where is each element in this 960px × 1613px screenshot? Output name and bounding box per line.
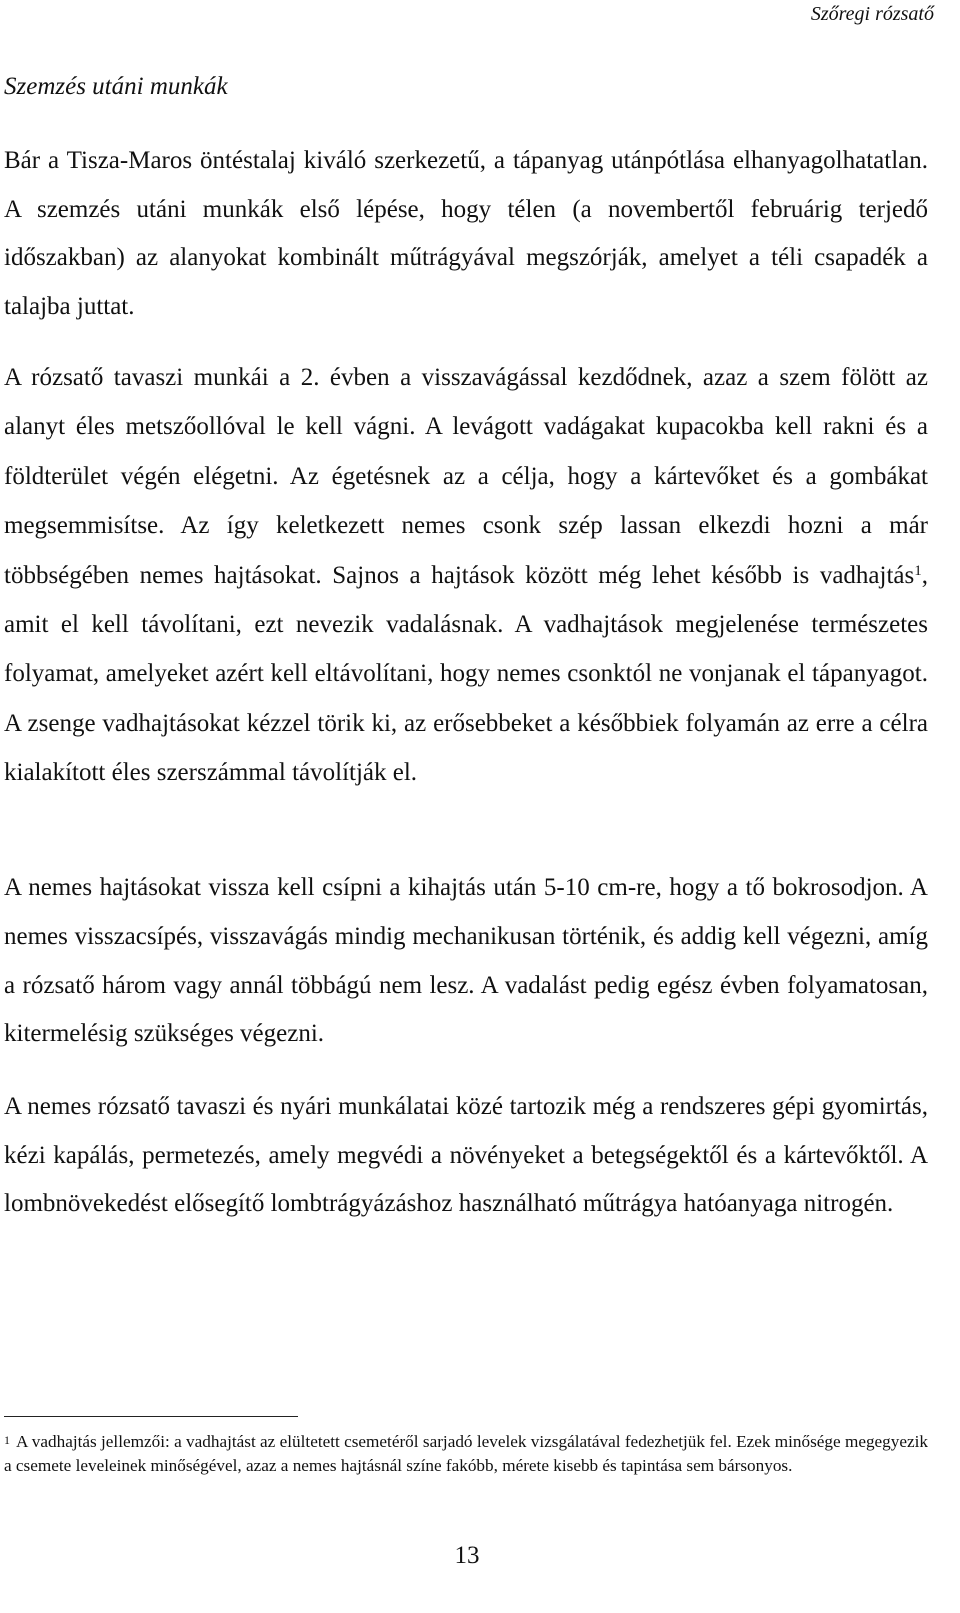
footnote-separator (4, 1416, 298, 1417)
paragraph-1: Bár a Tisza-Maros öntéstalaj kiváló szerkezetű, a tápanyag utánpótlása elhanyagolhatatlan. A szemzés utáni munkák első lépése, hogy télen (a novembertől februárig terjedő időszakban) az alanyokat kombinált műtrágyával megszórják, amelyet a téli csapadék a talajba juttat. (4, 147, 928, 320)
paragraph-4: A nemes rózsatő tavaszi és nyári munkálatai közé tartozik még a rendszeres gépi gyomirtás, kézi kapálás, permetezés, amely megvédi a növényeket a betegségektől és a kártevőktől. A lombnövekedést elősegítő lombtrágyázáshoz használható műtrágya hatóanyaga nitrogén. (4, 1093, 928, 1218)
paragraph-2-text-b: , amit el kell távolítani, ezt nevezik vadalásnak. A vadhajtások megjelenése természetes folyamat, amelyeket azért kell eltávolítani, hogy nemes csonktól ne vonjanak el tápanyagot. A zsenge vadhajtásokat kézzel törik ki, az erősebbeket a későbbiek folyamán az erre a célra kialakított éles szerszámmal távolítják el. (4, 561, 928, 787)
paragraph-3: A nemes hajtásokat vissza kell csípni a kihajtás után 5-10 cm-re, hogy a tő bokrosodjon. A nemes visszacsípés, visszavágás mindig mechanikusan történik, és addig kell végezni, amíg a rózsatő három vagy annál többágú nem lesz. A vadalást pedig egész évben folyamatosan, kitermelésig szükséges végezni. (4, 874, 928, 1048)
section-heading: Szemzés utáni munkák (4, 73, 228, 100)
footnote-text: A vadhajtás jellemzői: a vadhajtást az elültetett csemetéről sarjadó levelek vizsgálatával fedezhetjük fel. Ezek minősége megegyezik a csemete leveleinek minőségével, azaz a nemes hajtásnál színe fakóbb, mérete kisebb és tapintása sem bársonyos. (4, 1432, 928, 1475)
paragraph-2-text-a: A rózsatő tavaszi munkái a 2. évben a visszavágással kezdődnek, azaz a szem fölött az alanyt éles metszőollóval le kell vágni. A levágott vadágakat kupacokba kell rakni és a földterület végén elégetni. Az égetésnek az a célja, hogy a kártevőket és a gombákat megsemmisítse. Az így keletkezett nemes csonk szép lassan elkezdi hozni a már többségében nemes hajtásokat. Sajnos a hajtások között még lehet később is vadhajtás (4, 364, 928, 589)
running-header: Szőregi rózsatő (810, 3, 934, 25)
paragraph-2 (4, 353, 928, 798)
footnote-mark: 1 (4, 1433, 10, 1447)
footnote (4, 1430, 928, 1478)
footnote-reference[interactable]: 1 (914, 562, 922, 579)
page-number: 13 (454, 1542, 480, 1569)
